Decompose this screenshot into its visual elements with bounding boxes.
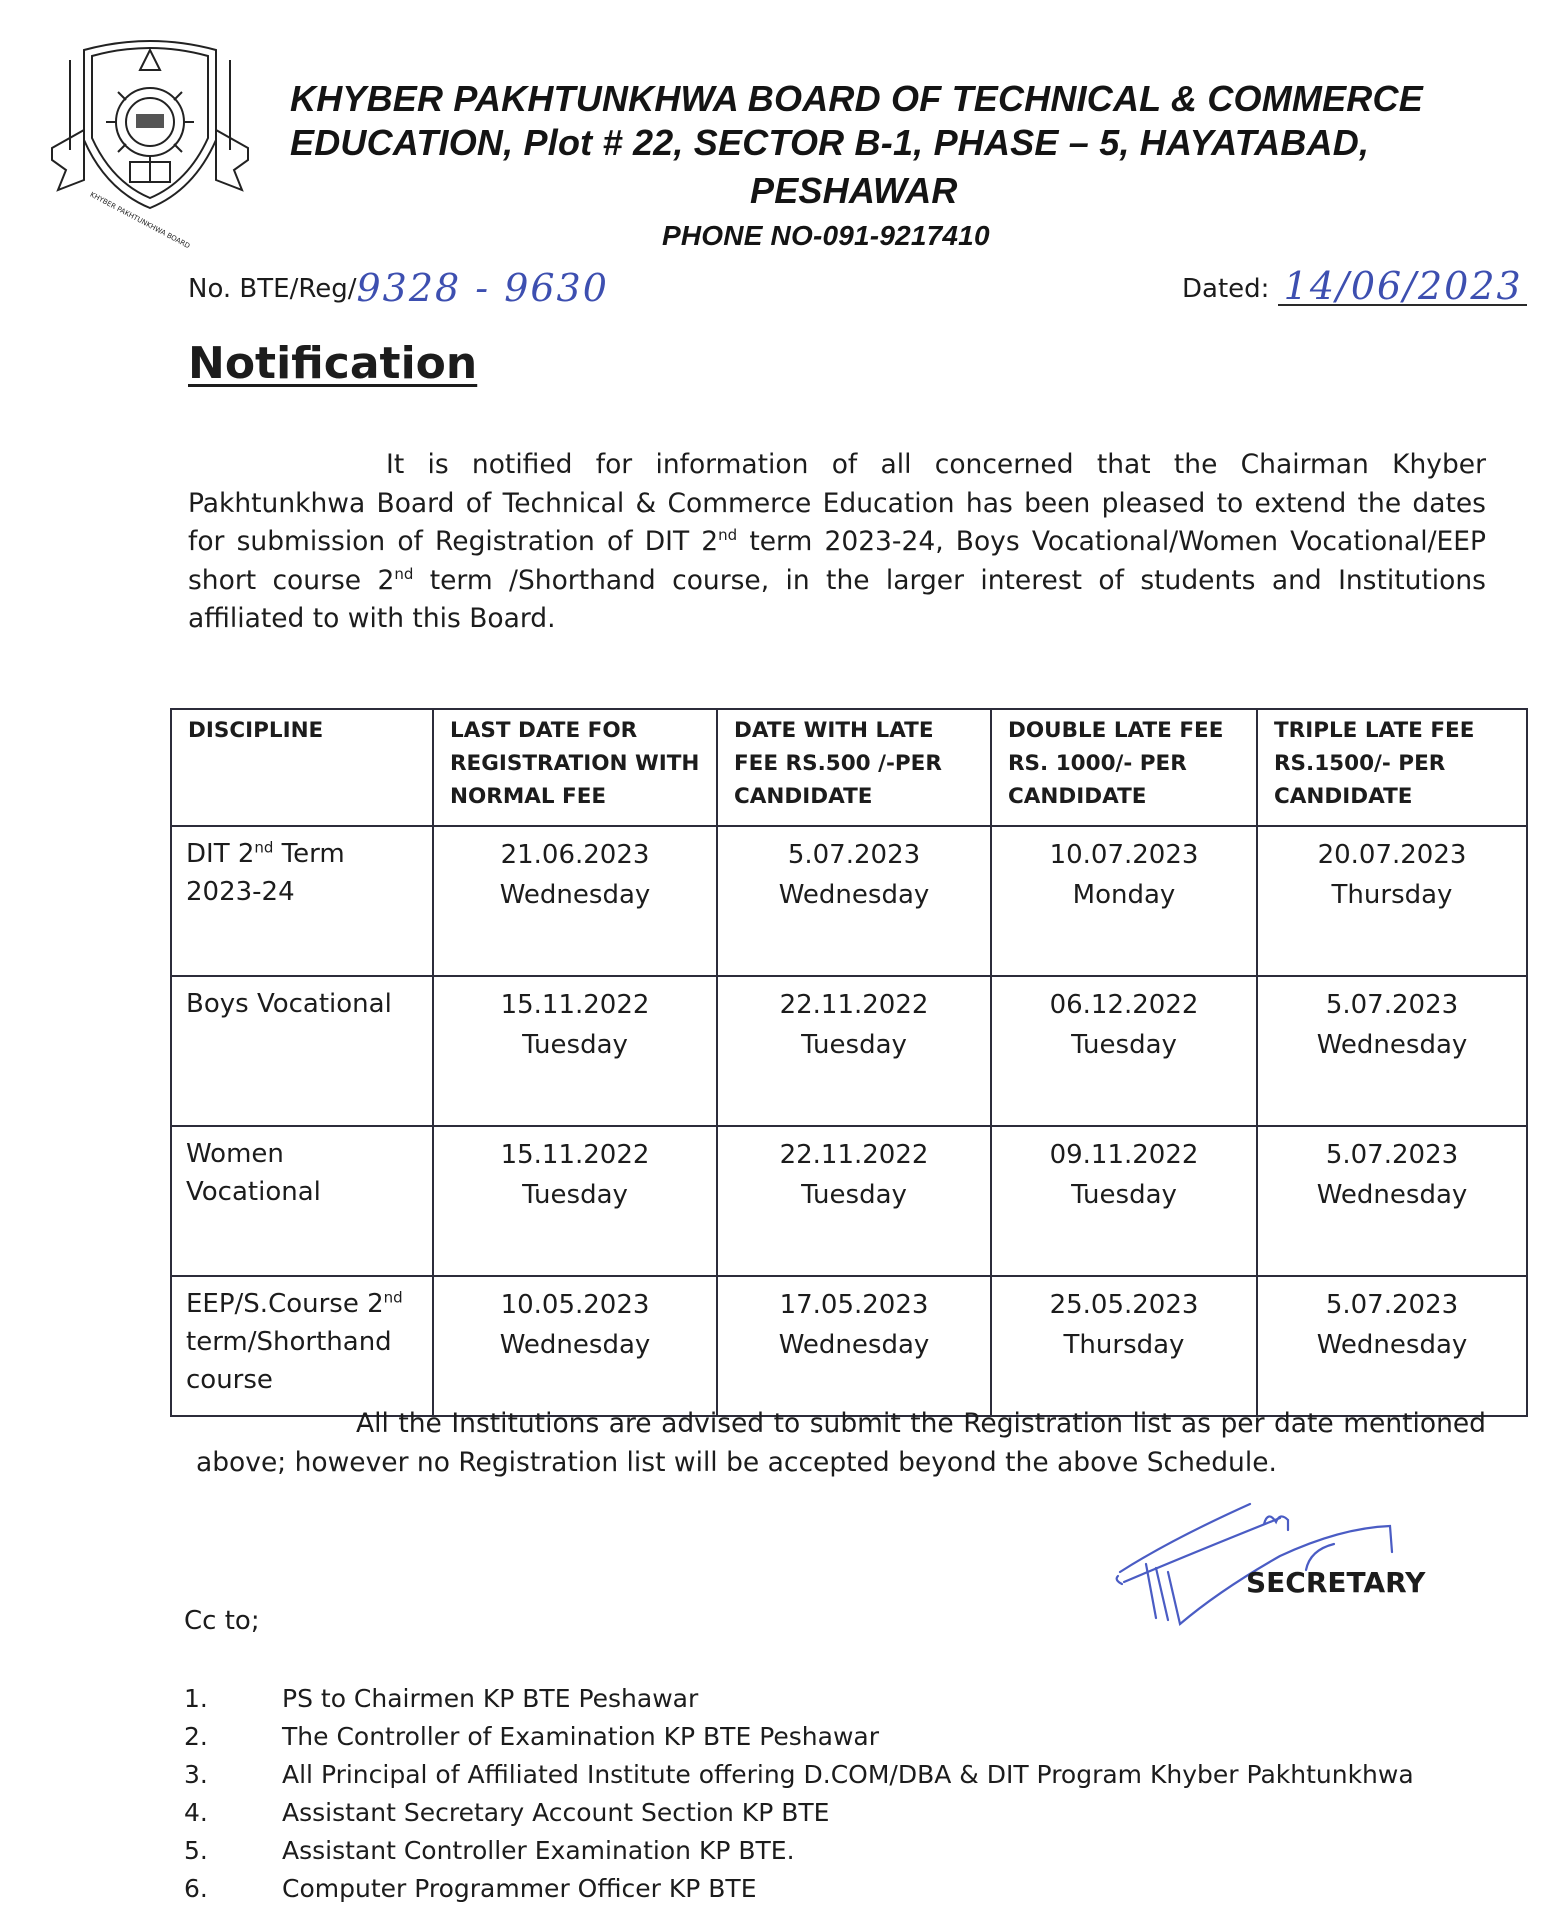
weekday-value: Wednesday [499,1330,651,1360]
weekday-value: Thursday [1063,1330,1185,1360]
cc-item-number: 6. [184,1874,208,1903]
header-line-1: KHYBER PAKHTUNKHWA BOARD OF TECHNICAL & COMMERCE [290,78,1423,119]
header-late-fee: DATE WITH LATE FEE RS.500 /-PER CANDIDATE [717,709,991,826]
closing-paragraph [196,1404,1486,1482]
table-row [171,976,1527,1126]
cc-item-number: 1. [184,1684,208,1713]
discipline-cell [171,1126,433,1276]
date-value: 10.07.2023 [1049,840,1199,870]
cc-label: Cc to; [184,1606,260,1636]
handwritten-signature-icon [1110,1490,1410,1630]
date-value: 10.05.2023 [500,1290,650,1320]
discipline-cell [171,1276,433,1416]
date-value: 17.05.2023 [779,1290,929,1320]
date-cell [1257,1276,1527,1416]
header-triple-late-fee: TRIPLE LATE FEE RS.1500/- PER CANDIDATE [1257,709,1527,826]
date-cell [717,826,991,976]
date-value: 20.07.2023 [1317,840,1467,870]
dated-label: Dated: [1182,274,1278,304]
weekday-value: Wednesday [1316,1030,1468,1060]
date-value: 5.07.2023 [1325,1290,1459,1320]
superscript: nd [394,564,414,583]
date-cell [433,976,717,1126]
cc-item-text: The Controller of Examination KP BTE Peshawar [282,1722,879,1751]
date-line [1182,264,1527,308]
header-phone: PHONE NO-091-9217410 [662,220,990,251]
cc-item-number: 4. [184,1798,208,1827]
cc-item-number: 2. [184,1722,208,1751]
registration-schedule-table [170,708,1528,1417]
header-normal-fee: LAST DATE FOR REGISTRATION WITH NORMAL FEE [433,709,717,826]
signatory-title: SECRETARY [1246,1566,1426,1599]
discipline-text: EEP/S.Course 2 [186,1289,384,1319]
cc-list-item [184,1832,1414,1870]
weekday-value: Tuesday [522,1030,628,1060]
reference-value: 9328 - 9630 [356,266,609,310]
date-value: 15.11.2022 [500,990,650,1020]
header-discipline: DISCIPLINE [171,709,433,826]
weekday-value: Wednesday [499,880,651,910]
cc-list-item [184,1718,1414,1756]
discipline-text: term/Shorthand course [186,1327,392,1395]
header-line-3: PESHAWAR [750,170,958,211]
discipline-text: Boys Vocational [186,989,392,1019]
paragraph-text: It is notified for information of all concerned that the Chairman Khyber Pakhtunkhwa Board of Technical & Commerce Education has been pleased to extend the dates for submission of Registration of DIT 2 [188,449,1486,557]
weekday-value: Monday [1072,880,1176,910]
discipline-text: Term 2023-24 [186,839,345,907]
date-value: 5.07.2023 [1325,990,1459,1020]
cc-list-item [184,1870,1414,1908]
date-value: 21.06.2023 [500,840,650,870]
cc-list-item [184,1680,1414,1718]
weekday-value: Thursday [1331,880,1453,910]
page-title: Notification [188,338,478,389]
discipline-cell [171,826,433,976]
date-cell [991,976,1257,1126]
date-cell [433,1276,717,1416]
superscript: nd [383,1288,403,1307]
date-cell [1257,976,1527,1126]
weekday-value: Tuesday [1071,1180,1177,1210]
cc-list-item [184,1756,1414,1794]
weekday-value: Tuesday [801,1030,907,1060]
header-line-2: EDUCATION, Plot # 22, SECTOR B-1, PHASE – 5, HAYATABAD, [290,122,1370,163]
paragraph-text: term 2023-24, Boys Vocational/Women Vocational/EEP short course 2 [188,526,1486,596]
weekday-value: Wednesday [1316,1330,1468,1360]
date-cell [991,826,1257,976]
date-value: 09.11.2022 [1049,1140,1199,1170]
reference-number [188,262,609,310]
date-cell [717,1126,991,1276]
cc-list-item [184,1794,1414,1832]
paragraph-text: term /Shorthand course, in the larger interest of students and Institutions affiliated to with this Board. [188,564,1486,634]
weekday-value: Tuesday [1071,1030,1177,1060]
weekday-value: Wednesday [778,1330,930,1360]
date-value: 15.11.2022 [500,1140,650,1170]
discipline-text: DIT 2 [186,839,255,869]
cc-item-number: 3. [184,1760,208,1789]
weekday-value: Wednesday [778,880,930,910]
weekday-value: Tuesday [522,1180,628,1210]
date-cell [1257,826,1527,976]
notification-paragraph [188,446,1486,639]
date-value: 06.12.2022 [1049,990,1199,1020]
date-value: 5.07.2023 [1325,1140,1459,1170]
header-double-late-fee: DOUBLE LATE FEE RS. 1000/- PER CANDIDATE [991,709,1257,826]
table-row [171,826,1527,976]
cc-item-text: All Principal of Affiliated Institute offering D.COM/DBA & DIT Program Khyber Pakhtunkhwa [282,1760,1414,1789]
date-value: 22.11.2022 [779,990,929,1020]
cc-item-text: Assistant Secretary Account Section KP BTE [282,1798,830,1827]
reference-label: No. BTE/Reg/ [188,274,357,304]
cc-item-text: Computer Programmer Officer KP BTE [282,1874,757,1903]
cc-list [184,1680,1414,1908]
weekday-value: Tuesday [801,1180,907,1210]
table-row [171,1126,1527,1276]
svg-text:KHYBER PAKHTUNKHWA BOARD: KHYBER PAKHTUNKHWA BOARD [88,190,192,251]
table-header-row [171,709,1527,826]
date-value: 22.11.2022 [779,1140,929,1170]
date-cell [717,1276,991,1416]
weekday-value: Wednesday [1316,1180,1468,1210]
date-cell [433,1126,717,1276]
discipline-cell [171,976,433,1126]
cc-item-number: 5. [184,1836,208,1865]
date-value: 25.05.2023 [1049,1290,1199,1320]
date-cell [717,976,991,1126]
date-value: 5.07.2023 [787,840,921,870]
table-row [171,1276,1527,1416]
discipline-text: Women Vocational [186,1139,321,1207]
superscript: nd [254,838,274,857]
cc-item-text: Assistant Controller Examination KP BTE. [282,1836,795,1865]
date-cell [991,1276,1257,1416]
date-cell [991,1126,1257,1276]
board-emblem-icon [44,30,256,251]
cc-item-text: PS to Chairmen KP BTE Peshawar [282,1684,699,1713]
superscript: nd [718,526,738,545]
date-cell [433,826,717,976]
dated-value: 14/06/2023 [1278,268,1527,306]
date-cell [1257,1126,1527,1276]
closing-text: All the Institutions are advised to submit the Registration list as per date mentioned above; however no Registration list will be accepted beyond the above Schedule. [196,1408,1486,1478]
